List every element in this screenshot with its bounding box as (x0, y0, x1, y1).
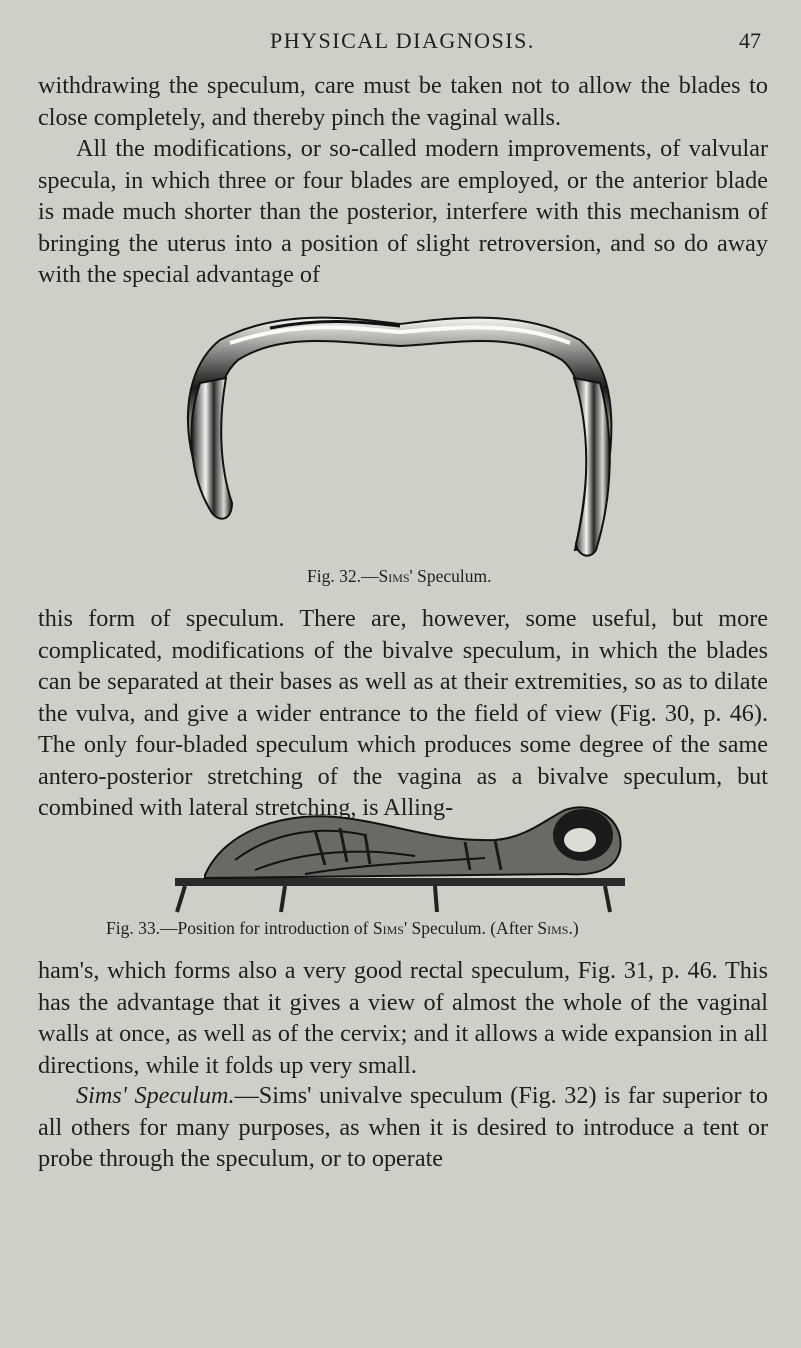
caption-suffix: .) (568, 918, 579, 938)
figure-33-caption (106, 918, 579, 939)
page-number: 47 (739, 28, 761, 53)
paragraph-5 (38, 1080, 768, 1175)
paragraph-5-text: —Sims' univalve speculum (Fig. 32) is far superior to all others for many purposes, as when it is desired to introduce a tent or probe through the speculum, or to operate (38, 1082, 768, 1172)
paragraph-1: withdrawing the speculum, care must be taken not to allow the blades to close completely, and thereby pinch the vaginal walls. (38, 72, 768, 131)
caption-prefix: Fig. 32.— (307, 566, 379, 586)
running-head (0, 20, 801, 53)
paragraph-3: this form of speculum. There are, however, some useful, but more complicated, modifications of the bivalve speculum, in which the blades can be separated at their bases as well as at their extremities, so as to dilate the vulva, and give a wider entrance to the field of view (Fig. 30, p. 46). The only four-bladed speculum which produces some degree of the same antero-posterior stretching of the vagina as a bivalve speculum, but combined with lateral stretching, is Alling- (38, 605, 768, 821)
caption-author: Sims (537, 918, 569, 938)
figure-32-caption (307, 566, 491, 587)
caption-name: Sims' (378, 566, 413, 586)
caption-suffix: Speculum. (412, 566, 492, 586)
section-heading: Sims' Speculum. (76, 1082, 235, 1109)
caption-middle: Speculum. (After (407, 918, 538, 938)
paragraph-2: All the modifications, or so-called modern improvements, of valvular specula, in which three or four blades are employed, or the anterior blade is made much shorter than the posterior, interfere with this mechanism of bringing the uterus into a position of slight retroversion, and so do away with the special advantage of (38, 135, 768, 288)
paragraph-4: ham's, which forms also a very good rectal speculum, Fig. 31, p. 46. This has the advantage that it gives a view of almost the whole of the vaginal walls at once, as well as of the cervix; and it allows a wide expansion in all directions, while it folds up very small. (38, 957, 768, 1079)
running-title: PHYSICAL DIAGNOSIS. (270, 28, 535, 53)
caption-prefix: Fig. 33.—Position for introduction of (106, 918, 373, 938)
position-illustration (165, 790, 635, 915)
sims-speculum-illustration (150, 298, 650, 560)
caption-name: Sims' (372, 918, 408, 938)
